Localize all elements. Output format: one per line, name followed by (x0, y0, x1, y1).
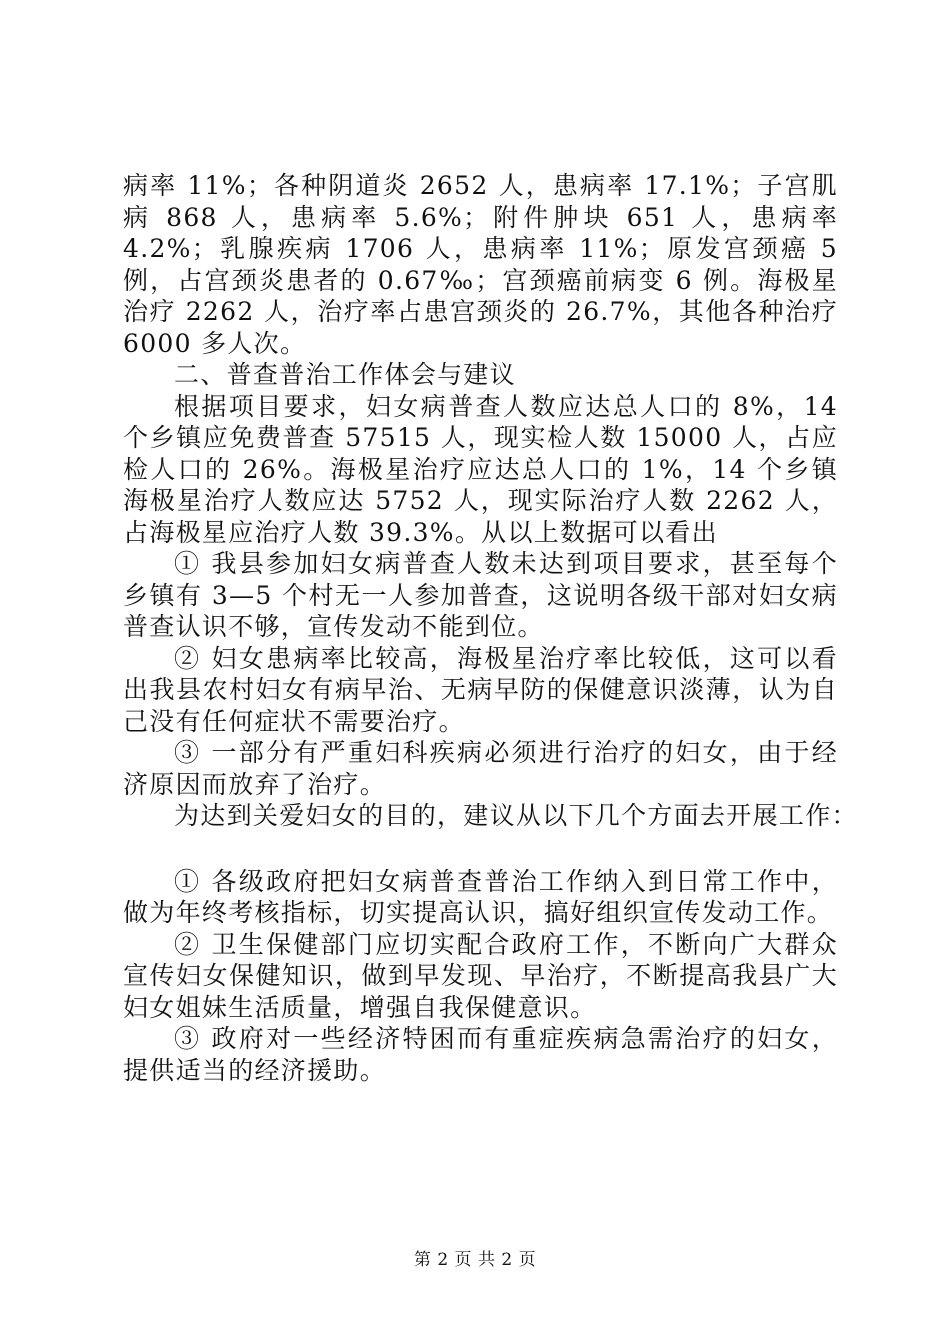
paragraph-suggestion-1: ① 各级政府把妇女病普查普治工作纳入到日常工作中，做为年终考核指标，切实提高认识，搞好组织宣传发动工作。 (123, 866, 838, 927)
paragraph-finding-3: ③ 一部分有严重妇科疾病必须进行治疗的妇女，由于经济原因而放弃了治疗。 (123, 738, 838, 799)
paragraph-finding-2: ② 妇女患病率比较高，海极星治疗率比较低，这可以看出我县农村妇女有病早治、无病早防的保健意识淡薄，认为自己没有任何症状不需要治疗。 (123, 643, 838, 736)
paragraph-suggestions-intro: 为达到关爱妇女的目的，建议从以下几个方面去开展工作： (174, 801, 858, 830)
paragraph-finding-1: ① 我县参加妇女病普查人数未达到项目要求，甚至每个乡镇有 3—5 个村无一人参加普查，这说明各级干部对妇女病普查认识不够，宣传发动不能到位。 (123, 549, 838, 641)
paragraph-project-requirements: 根据项目要求，妇女病普查人数应达总人口的 8%，14 个乡镇应免费普查 57515 人，现实检人数 15000 人，占应检人口的 26%。海极星治疗应达总人口的 1%，14 个乡镇海极星治疗人数应达 5752 人，现实际治疗人数 2262 人，占海极星应治疗人数 39.3%。从以上数据可以看出 (123, 391, 838, 547)
page-number-label: 第 2 页 共 2 页 (413, 1250, 537, 1270)
section-heading-experience-suggestions: 二、普查普治工作体会与建议 (174, 360, 516, 389)
page-footer (0, 1245, 950, 1270)
paragraph-disease-rates: 病率 11%；各种阴道炎 2652 人，患病率 17.1%；子宫肌病 868 人，患病率 5.6%；附件肿块 651 人，患病率 4.2%；乳腺疾病 1706 人，患病率 11%；原发宫颈癌 5 例，占宫颈炎患者的 0.67‰；宫颈癌前病变 6 例。海极星治疗 2262 人，治疗率占患宫颈炎的 26.7%，其他各种治疗 6000 多人次。 (123, 171, 838, 358)
paragraph-suggestion-2: ② 卫生保健部门应切实配合政府工作，不断向广大群众宣传妇女保健知识，做到早发现、早治疗，不断提高我县广大妇女姐妹生活质量，增强自我保健意识。 (123, 929, 838, 1022)
document-body (123, 170, 858, 1086)
paragraph-suggestion-3: ③ 政府对一些经济特困而有重症疾病急需治疗的妇女，提供适当的经济援助。 (123, 1024, 838, 1085)
